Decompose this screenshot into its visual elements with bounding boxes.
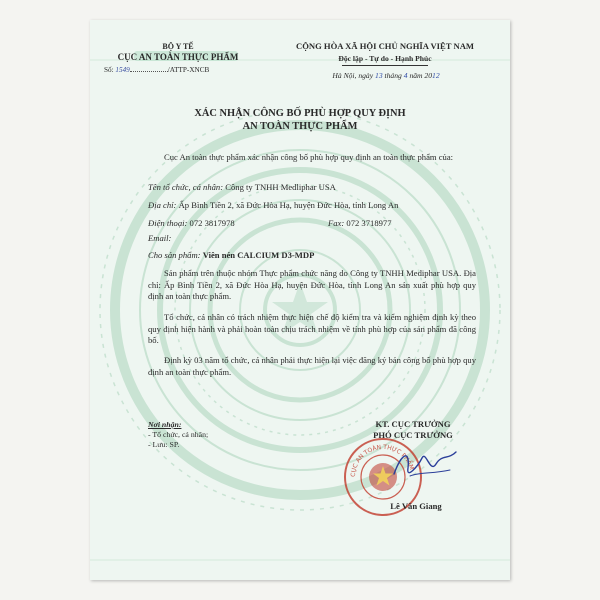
phone-label: Điện thoại: <box>148 218 188 228</box>
title-line-2: AN TOÀN THỰC PHẨM <box>242 121 358 132</box>
document-title <box>90 108 510 132</box>
signer-title-2: PHÓ CỤC TRƯỞNG <box>373 430 453 440</box>
year-label: năm 20 <box>409 71 433 80</box>
doc-no-handwritten: 1549 <box>115 66 130 74</box>
recipient-item: - Tổ chức, cá nhân; <box>148 430 209 439</box>
recipient-item: - Lưu: SP. <box>148 440 180 449</box>
renewal-paragraph: Định kỳ 03 năm tổ chức, cá nhân phải thực hiện lại việc đăng ký bản công bố phù hợp quy định an toàn thực phẩm. <box>148 355 476 377</box>
national-motto: Độc lập - Tự do - Hạnh Phúc <box>338 54 432 63</box>
doc-no-prefix: Số: <box>104 66 114 74</box>
responsibility-paragraph: Tổ chức, cá nhân có trách nhiệm thực hiện chế độ kiểm tra và kiểm nghiệm định kỳ theo quy định hiện hành và phải hoàn toàn chịu trách nhiệm về tính phù hợp của sản phẩm đã công bố. <box>148 312 476 346</box>
month-handwritten: 4 <box>403 71 408 80</box>
address-label: Địa chỉ: <box>148 200 177 210</box>
product-group-paragraph: Sản phẩm trên thuộc nhóm Thực phẩm chức năng do Công ty TNHH Mediphar USA. Địa chỉ: Ấp Bình Tiền 2, xã Đức Hòa Hạ, huyện Đức Hòa, tỉnh Long An sản xuất phù hợp quy định an toàn thực phẩm. <box>148 268 476 302</box>
fax-label: Fax: <box>328 218 345 228</box>
doc-no-suffix: /ATTP-XNCB <box>167 66 210 74</box>
agency-name: CỤC AN TOÀN THỰC PHẨM <box>117 52 239 62</box>
organization-row <box>148 182 336 192</box>
product-label: Cho sản phẩm: <box>148 250 201 260</box>
national-heading <box>266 41 504 64</box>
place-and-date <box>270 70 502 81</box>
fax-row <box>328 218 392 228</box>
address-row <box>148 200 398 210</box>
ministry-name: BỘ Y TẾ <box>162 42 194 51</box>
document-number <box>104 64 209 76</box>
fax-value: 072 3718977 <box>346 218 392 228</box>
intro-paragraph: Cục An toàn thực phẩm xác nhận công bố phù hợp quy định an toàn thực phẩm của: <box>164 152 454 162</box>
issuing-agency-block <box>98 41 258 63</box>
signer-title-1: KT. CỤC TRƯỞNG <box>375 419 451 429</box>
org-value: Công ty TNHH Medliphar USA <box>225 182 336 192</box>
title-line-1: XÁC NHẬN CÔNG BỐ PHÙ HỢP QUY ĐỊNH <box>194 108 406 119</box>
nation-name: CỘNG HÒA XÃ HỘI CHỦ NGHĨA VIỆT NAM <box>295 41 475 51</box>
product-value: Viên nén CALCIUM D3-MDP <box>202 250 315 260</box>
year-handwritten: 12 <box>432 71 440 80</box>
doc-no-blank <box>130 64 168 72</box>
org-label: Tên tổ chức, cá nhân: <box>148 182 224 192</box>
motto-underline <box>342 65 428 66</box>
seal-text: CỤC AN TOÀN THỰC PHẨM <box>349 443 416 478</box>
recipients-block <box>148 420 208 450</box>
phone-value: 072 3817978 <box>189 218 235 228</box>
address-value: Ấp Bình Tiền 2, xã Đức Hòa Hạ, huyện Đức Hòa, tỉnh Long An <box>178 200 399 210</box>
email-label: Email: <box>148 233 172 243</box>
signer-name: Lê Văn Giang <box>390 501 442 511</box>
day-handwritten: 13 <box>375 71 383 80</box>
certificate-page <box>90 20 510 580</box>
recipients-heading: Nơi nhận: <box>148 420 182 429</box>
handwritten-signature <box>390 444 460 484</box>
email-row <box>148 233 171 243</box>
phone-row <box>148 218 235 228</box>
product-row <box>148 250 314 260</box>
place-date-prefix: Hà Nội, ngày <box>332 71 374 80</box>
month-label: tháng <box>384 71 402 80</box>
